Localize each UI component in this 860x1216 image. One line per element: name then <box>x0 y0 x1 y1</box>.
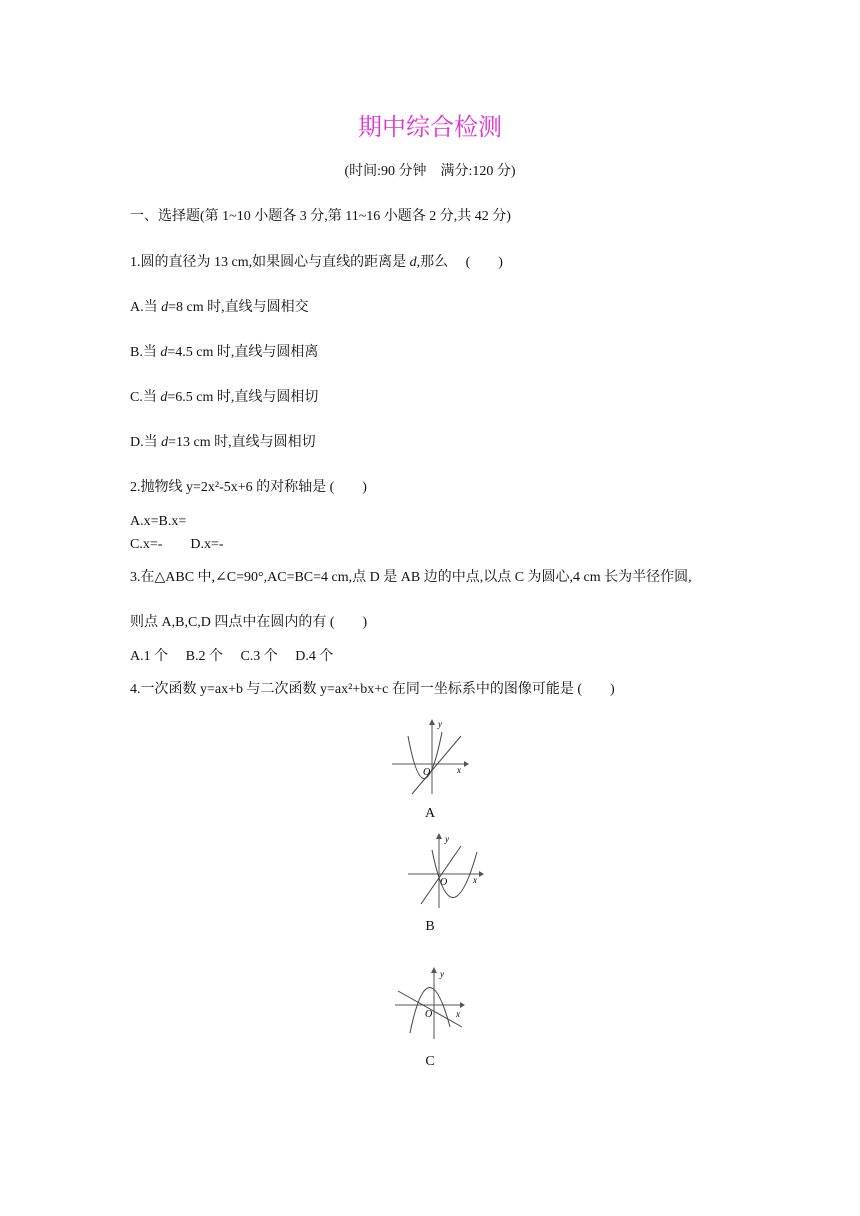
graph-a-origin: O <box>423 767 431 778</box>
graph-b-caption: B <box>425 919 435 934</box>
graph-b-origin: O <box>440 877 448 888</box>
question-2-options-cd: C.x=- D.x=- <box>130 537 224 552</box>
question-3-options: A.1 个 B.2 个 C.3 个 D.4 个 <box>130 649 334 664</box>
graph-a-y-label: y <box>438 719 442 729</box>
question-1-blank: ,那么 ( ) <box>416 255 503 270</box>
graph-c-y-label: y <box>440 969 444 979</box>
graph-b-x-label: x <box>473 875 477 885</box>
graph-b-y-label: y <box>445 834 449 844</box>
graph-c-caption: C <box>425 1054 435 1069</box>
graph-c <box>392 965 472 1043</box>
question-1-option-c: C.当 d=6.5 cm 时,直线与圆相切 <box>130 390 319 405</box>
graph-a <box>390 718 470 796</box>
graph-a-caption: A <box>424 806 436 821</box>
section-heading: 一、选择题(第 1~10 小题各 3 分,第 11~16 小题各 2 分,共 42 分) <box>130 209 511 224</box>
question-3-line-1: 3.在△ABC 中,∠C=90°,AC=BC=4 cm,点 D 是 AB 边的中点,以点 C 为圆心,4 cm 长为半径作圆, <box>130 570 692 585</box>
question-3-line-2: 则点 A,B,C,D 四点中在圆内的有 ( ) <box>130 615 368 630</box>
graph-b <box>405 832 485 910</box>
page-title: 期中综合检测 <box>358 115 502 141</box>
question-1-var: d <box>409 255 417 270</box>
question-4: 4.一次函数 y=ax+b 与二次函数 y=ax²+bx+c 在同一坐标系中的图像可能是 ( ) <box>130 682 615 697</box>
graph-c-origin: O <box>425 1009 433 1020</box>
graph-a-x-label: x <box>457 765 461 775</box>
exam-subtitle: (时间:90 分钟 满分:120 分) <box>344 164 516 179</box>
question-1-option-b: B.当 d=4.5 cm 时,直线与圆相离 <box>130 345 319 360</box>
question-1-option-a: A.当 d=8 cm 时,直线与圆相交 <box>130 300 309 315</box>
question-2-options-ab: A.x=B.x= <box>130 514 187 529</box>
question-1 <box>130 254 503 272</box>
question-1-option-d: D.当 d=13 cm 时,直线与圆相切 <box>130 435 316 450</box>
graph-c-x-label: x <box>456 1009 460 1019</box>
question-1-text: 1.圆的直径为 13 cm,如果圆心与直线的距离是 <box>130 255 410 270</box>
question-2: 2.抛物线 y=2x²-5x+6 的对称轴是 ( ) <box>130 480 367 495</box>
